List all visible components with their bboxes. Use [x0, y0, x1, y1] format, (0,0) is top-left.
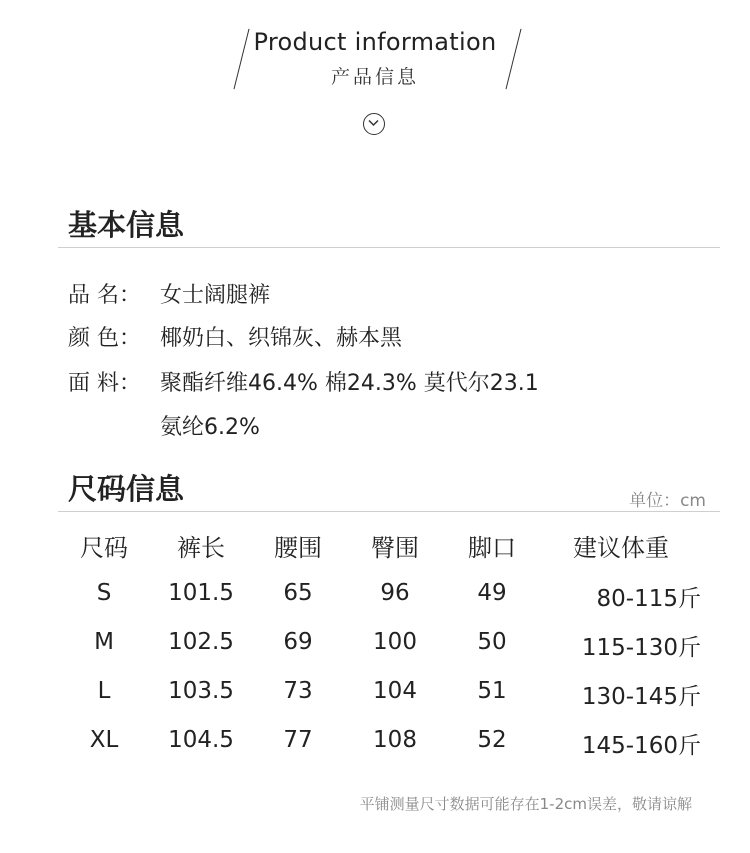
table-cell: 145-160斤	[581, 733, 701, 759]
info-value: 氨纶6.2%	[160, 415, 260, 440]
info-row-name	[68, 278, 270, 309]
info-value: 女士阔腿裤	[160, 283, 271, 308]
table-cell: 96	[380, 580, 410, 606]
table-cell: 115-130斤	[581, 635, 701, 661]
size-table	[55, 528, 715, 776]
info-row-fabric	[68, 366, 539, 397]
table-cell: 101.5	[168, 580, 234, 606]
table-cell: 73	[283, 678, 313, 704]
table-row	[55, 678, 715, 727]
table-cell: S	[96, 580, 112, 606]
column-header: 脚口	[468, 534, 516, 562]
table-row	[55, 727, 715, 776]
table-row	[55, 629, 715, 678]
table-cell: 80-115斤	[596, 586, 701, 612]
table-cell: 69	[283, 629, 313, 655]
size-table-header	[55, 528, 715, 580]
column-header: 腰围	[274, 534, 322, 562]
table-cell: 102.5	[168, 629, 234, 655]
table-row	[55, 580, 715, 629]
unit-label: 单位：cm	[629, 491, 706, 511]
table-cell: 100	[373, 629, 417, 655]
size-info-title: 尺码信息	[68, 472, 185, 506]
table-cell: L	[97, 678, 111, 704]
table-cell: 65	[283, 580, 313, 606]
table-cell: 108	[373, 727, 417, 753]
table-cell: 103.5	[168, 678, 234, 704]
table-cell: 104	[373, 678, 417, 704]
table-cell: XL	[89, 727, 119, 753]
basic-info-title: 基本信息	[68, 208, 185, 242]
table-cell: 49	[477, 580, 507, 606]
header-title-en: Product information	[253, 28, 497, 56]
chevron-down-icon	[363, 113, 385, 135]
info-value: 椰奶白、织锦灰、赫本黑	[160, 326, 403, 351]
header-title-cn: 产品信息	[330, 66, 419, 88]
table-cell: 104.5	[168, 727, 234, 753]
table-cell: 52	[477, 727, 507, 753]
size-info-divider	[58, 511, 720, 512]
info-label: 颜 色：	[68, 326, 141, 351]
info-label: 面 料：	[68, 371, 141, 396]
table-cell: 51	[477, 678, 507, 704]
column-header: 裤长	[177, 534, 225, 562]
table-cell: 50	[477, 629, 507, 655]
table-cell: 130-145斤	[581, 684, 701, 710]
table-cell: 77	[283, 727, 313, 753]
table-cell: M	[94, 629, 114, 655]
column-header: 臀围	[371, 534, 419, 562]
info-row-fabric-cont	[68, 410, 260, 441]
info-row-color	[68, 321, 402, 352]
measurement-footnote: 平铺测量尺寸数据可能存在1-2cm误差，敬请谅解	[359, 795, 692, 813]
basic-info-divider	[58, 247, 720, 248]
column-header: 建议体重	[573, 534, 669, 562]
column-header: 尺码	[80, 534, 128, 562]
info-label: 品 名：	[68, 283, 141, 308]
info-value: 聚酯纤维46.4% 棉24.3% 莫代尔23.1	[160, 371, 539, 396]
